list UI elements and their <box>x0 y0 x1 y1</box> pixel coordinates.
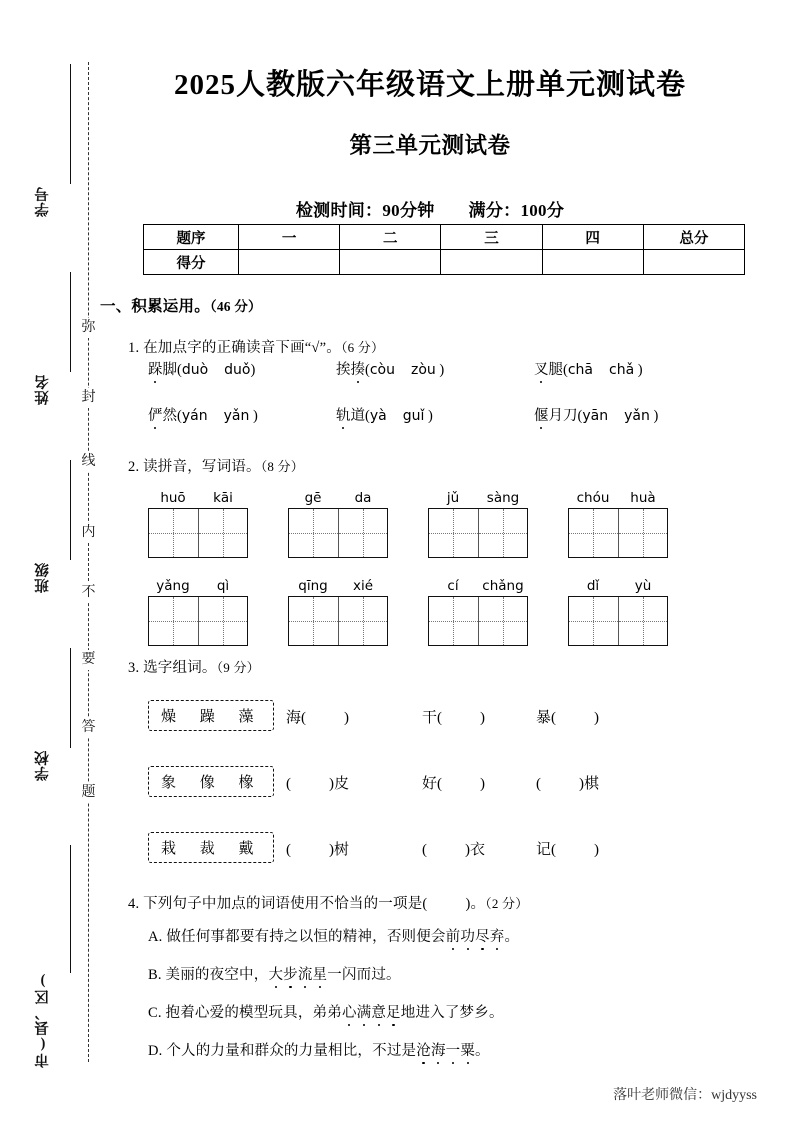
q4-title-post: )。 <box>465 896 486 912</box>
q2-group-0-boxes[interactable] <box>148 508 248 558</box>
q2-group-5-syl2: xié <box>352 578 374 594</box>
q4-option-c-pre: 抱着心爱的模型玩具，弟弟 <box>165 1005 342 1021</box>
q1-item-5-char: 偃 <box>534 408 549 424</box>
q1-item-2-reading-a[interactable]: chā <box>567 362 593 378</box>
q2-group-4-syl1: yǎng <box>156 578 190 594</box>
q1-item-1-reading-a[interactable]: còu <box>369 362 395 378</box>
section-1-title: 一、积累运用。 <box>100 298 210 315</box>
q1-item-5-suffix: 月刀 <box>548 408 578 424</box>
q4-option-d-emph-3: 粟 <box>460 1043 476 1059</box>
q2-group-0[interactable] <box>148 490 248 558</box>
q3-row-0-blank-2-pre: 暴 <box>536 710 552 726</box>
seal-word-1: 封 <box>80 388 97 408</box>
q1-item-0-reading-b[interactable]: duǒ <box>224 362 251 378</box>
q2-group-6-syl1: cí <box>447 578 459 594</box>
q1-item-2[interactable]: 叉腿(chā chǎ ) <box>534 362 643 378</box>
q1-item-2-suffix: 腿 <box>548 362 563 378</box>
q2-group-5-boxes[interactable] <box>288 596 388 646</box>
q2-group-4-cell-2[interactable] <box>198 597 247 645</box>
q1-item-4-reading-a[interactable]: yà <box>369 408 387 424</box>
q4-option-d-emph-2: 一 <box>445 1043 461 1059</box>
q4-option-d-emph-1: 海 <box>430 1043 446 1059</box>
q3-row-0-blank-1-pre: 干 <box>422 710 438 726</box>
q3-row-1-blank-0[interactable]: ( )皮 <box>286 776 350 792</box>
q3-heading <box>128 656 260 677</box>
q3-row-0-blank-2[interactable]: 暴( ) <box>536 710 600 726</box>
q4-option-d[interactable] <box>148 1039 490 1060</box>
q4-option-a-emph-2: 尽 <box>475 929 490 945</box>
score-table-col-3: 四 <box>542 225 643 250</box>
q3-row-2-blank-1[interactable]: ( )衣 <box>422 842 486 858</box>
seal-word-0: 弥 <box>80 318 97 338</box>
seal-label-name: 姓名 <box>35 374 51 405</box>
q2-group-7[interactable] <box>568 578 668 646</box>
seal-word-6: 答 <box>80 718 97 738</box>
score-table-col-0: 一 <box>239 225 340 250</box>
section-1-points: （46 分） <box>209 299 262 314</box>
q4-title-pre: 4. 下列句子中加点的词语使用不恰当的一项是( <box>128 896 428 912</box>
q1-row-2 <box>0 404 660 434</box>
q2-group-5-cell-1[interactable] <box>289 597 338 645</box>
q3-row-2-char-box: 栽 裁 戴 <box>148 832 274 863</box>
score-table-col-2: 三 <box>441 225 542 250</box>
q2-group-3[interactable] <box>568 490 668 558</box>
q3-row-0 <box>148 700 708 740</box>
q2-group-1-cell-2[interactable] <box>338 509 387 557</box>
q2-group-5[interactable] <box>288 578 388 646</box>
q1-item-2-reading-b[interactable]: chǎ <box>609 362 635 378</box>
q4-option-a-emph-3: 弃 <box>489 929 505 945</box>
q2-group-4[interactable] <box>148 578 248 646</box>
q2-group-6-syl2: chǎng <box>482 578 524 594</box>
q1-heading <box>128 336 384 357</box>
score-table-col-1: 二 <box>340 225 441 250</box>
q2-group-7-boxes[interactable] <box>568 596 668 646</box>
q1-item-1-prefix: 挨 <box>336 362 351 378</box>
q2-group-0-syl1: huō <box>160 490 186 506</box>
q2-group-3-pinyin <box>568 490 668 506</box>
score-cell-4[interactable] <box>643 250 744 275</box>
score-cell-1[interactable] <box>340 250 441 275</box>
seal-rule-2 <box>70 272 71 372</box>
seal-label-school: 学校 <box>35 750 51 781</box>
q2-group-3-cell-2[interactable] <box>618 509 667 557</box>
page-subtitle: 第三单元测试卷 <box>349 133 511 158</box>
q4-option-a-label: A. <box>148 929 163 945</box>
q4-option-c-post: 地进入了梦乡。 <box>400 1005 504 1021</box>
seal-rule-1 <box>70 64 71 184</box>
q1-item-0-char: 跺 <box>148 362 163 378</box>
q1-item-0[interactable]: 跺脚(duò duǒ) <box>148 362 256 378</box>
q1-item-3-char: 俨 <box>148 408 163 424</box>
q2-group-0-cell-1[interactable] <box>149 509 198 557</box>
q2-group-0-cell-2[interactable] <box>198 509 247 557</box>
q3-row-0-blank-0-pre: 海 <box>286 710 302 726</box>
q2-group-5-pinyin <box>288 578 388 594</box>
q2-group-1-cell-1[interactable] <box>289 509 338 557</box>
q4-option-c-emph-0: 心 <box>341 1005 357 1021</box>
q2-group-1-boxes[interactable] <box>288 508 388 558</box>
q2-group-6-cell-2[interactable] <box>478 597 527 645</box>
q3-row-0-blank-1[interactable]: 干( ) <box>422 710 486 726</box>
q1-item-3[interactable]: 俨然(yán yǎn ) <box>148 408 258 424</box>
q4-option-b-pre: 美丽的夜空中， <box>165 967 269 983</box>
q3-row-0-char-box: 燥 躁 藻 <box>148 700 274 731</box>
q3-row-0-blank-0[interactable]: 海( ) <box>286 710 350 726</box>
seal-label-student-id: 学号 <box>35 186 51 217</box>
q3-row-1-blank-2[interactable]: ( )棋 <box>536 776 600 792</box>
q4-option-c-emph-2: 意 <box>371 1005 387 1021</box>
seal-word-2: 线 <box>80 452 97 472</box>
q4-option-d-label: D. <box>148 1043 163 1059</box>
q2-group-2[interactable] <box>428 490 528 558</box>
q3-row-2-blank-0-post: 树 <box>334 842 350 858</box>
q2-points: （8 分） <box>260 459 304 474</box>
q4-option-b-post: 一闪而过。 <box>327 967 401 983</box>
score-table <box>143 224 745 275</box>
exam-meta <box>110 196 750 221</box>
q3-row-1-char-box: 象 像 橡 <box>148 766 274 797</box>
q2-group-7-syl1: dǐ <box>586 578 600 594</box>
q4-option-a[interactable] <box>148 925 519 946</box>
seal-rule-4 <box>70 648 71 748</box>
q2-group-7-pinyin <box>568 578 668 594</box>
seal-word-3: 内 <box>80 523 97 543</box>
q1-item-3-reading-b[interactable]: yǎn <box>223 408 250 424</box>
q1-item-4-suffix: 道 <box>350 408 365 424</box>
score-table-header-row <box>144 225 745 250</box>
seal-dashed-line <box>88 62 89 1062</box>
q1-item-3-reading-a[interactable]: yán <box>181 408 208 424</box>
q2-heading <box>128 455 304 476</box>
q3-points: （9 分） <box>216 660 260 675</box>
q1-item-4-reading-b[interactable]: guǐ <box>402 408 425 424</box>
exam-time: 检测时间：90分钟 <box>295 201 435 220</box>
q1-item-4-char: 轨 <box>336 408 351 424</box>
seal-word-7: 题 <box>80 783 97 803</box>
q2-group-2-pinyin <box>428 490 528 506</box>
q4-option-d-emph-0: 沧 <box>416 1043 431 1059</box>
footer-watermark: 落叶老师微信：wjdyyss <box>613 1088 757 1103</box>
seal-label-class: 班级 <box>35 562 51 593</box>
q3-row-1 <box>148 766 708 806</box>
q1-item-1-reading-b[interactable]: zòu <box>410 362 436 378</box>
q4-points: （2 分） <box>485 896 529 911</box>
score-cell-2[interactable] <box>441 250 542 275</box>
q4-option-c-label: C. <box>148 1005 162 1021</box>
q3-row-2-blank-1-post: 衣 <box>470 842 486 858</box>
q4-heading <box>128 892 528 913</box>
q1-item-4[interactable]: 轨道(yà guǐ ) <box>336 408 433 424</box>
q2-group-5-syl1: qīng <box>298 578 328 594</box>
q2-group-3-syl1: chóu <box>576 490 610 506</box>
q2-group-7-cell-2[interactable] <box>618 597 667 645</box>
q4-option-b[interactable] <box>148 963 401 984</box>
q1-item-1-char: 揍 <box>350 362 365 378</box>
q4-option-b-emph-1: 步 <box>283 967 298 983</box>
score-table-score-row <box>144 250 745 275</box>
q1-item-5-reading-a[interactable]: yān <box>582 408 609 424</box>
q2-group-4-boxes[interactable] <box>148 596 248 646</box>
score-table-row-label-1: 得分 <box>144 250 239 275</box>
q2-group-7-syl2: yù <box>634 578 652 594</box>
q1-item-0-suffix: 脚 <box>162 362 177 378</box>
q3-row-2-blank-2[interactable]: 记( ) <box>536 842 600 858</box>
q2-group-6-pinyin <box>428 578 528 594</box>
q1-item-1[interactable]: 挨揍(còu zòu ) <box>336 362 445 378</box>
q1-item-5[interactable]: 偃月刀(yān yǎn ) <box>534 408 659 424</box>
q3-row-2-blank-2-pre: 记 <box>536 842 552 858</box>
q3-row-1-blank-1-pre: 好 <box>422 776 438 792</box>
seal-word-4: 不 <box>80 583 97 603</box>
section-1-heading <box>100 294 262 316</box>
q2-group-1-syl2: da <box>354 490 372 506</box>
q2-group-4-pinyin <box>148 578 248 594</box>
q3-row-1-blank-2-post: 棋 <box>584 776 600 792</box>
q4-option-c[interactable] <box>148 1001 504 1022</box>
score-cell-3[interactable] <box>542 250 643 275</box>
q3-row-1-blank-0-post: 皮 <box>334 776 350 792</box>
q1-item-5-reading-b[interactable]: yǎn <box>624 408 650 424</box>
q2-group-6-boxes[interactable] <box>428 596 528 646</box>
q3-title: 3. 选字组词。 <box>128 660 217 676</box>
q2-group-3-cell-1[interactable] <box>569 509 618 557</box>
q1-points: （6 分） <box>340 340 385 355</box>
q4-option-b-emph-3: 星 <box>312 967 328 983</box>
exam-full-score: 满分：100分 <box>468 201 565 220</box>
score-cell-0[interactable] <box>239 250 340 275</box>
seal-label-city-district: 市(县、区) <box>35 972 51 1068</box>
q2-group-3-boxes[interactable] <box>568 508 668 558</box>
q1-item-0-reading-a[interactable]: duò <box>181 362 209 378</box>
q2-title: 2. 读拼音，写词语。 <box>128 459 261 475</box>
score-table-row-label-0: 题序 <box>144 225 239 250</box>
q1-item-3-suffix: 然 <box>162 408 177 424</box>
q2-group-1-pinyin <box>288 490 388 506</box>
q1-row-1 <box>0 358 660 388</box>
q4-option-d-post: 。 <box>475 1043 490 1059</box>
q2-group-5-cell-2[interactable] <box>338 597 387 645</box>
q4-option-a-emph-1: 功 <box>460 929 476 945</box>
q2-group-2-cell-1[interactable] <box>429 509 478 557</box>
q3-row-2 <box>148 832 708 872</box>
q2-group-2-cell-2[interactable] <box>478 509 527 557</box>
q2-group-3-syl2: huà <box>630 490 656 506</box>
q4-option-a-emph-0: 前 <box>445 929 461 945</box>
q2-group-6-cell-1[interactable] <box>429 597 478 645</box>
q2-group-1-syl1: gē <box>304 490 322 506</box>
q1-item-2-char: 叉 <box>534 362 549 378</box>
q4-option-b-emph-0: 大 <box>268 967 284 983</box>
q4-option-b-emph-2: 流 <box>297 967 313 983</box>
q2-group-6[interactable] <box>428 578 528 646</box>
q4-option-b-label: B. <box>148 967 162 983</box>
q2-group-0-syl2: kāi <box>213 490 233 506</box>
page-title: 2025人教版六年级语文上册单元测试卷 <box>173 69 686 101</box>
q2-group-2-syl1: jǔ <box>446 490 460 506</box>
q3-row-2-blank-0[interactable]: ( )树 <box>286 842 350 858</box>
q1-title: 1. 在加点字的正确读音下画“√”。 <box>128 340 341 356</box>
seal-word-5: 要 <box>80 650 97 670</box>
seal-rule-3 <box>70 460 71 560</box>
q4-option-a-post: 。 <box>504 929 520 945</box>
q4-option-c-emph-3: 足 <box>386 1005 401 1021</box>
q2-group-4-syl2: qì <box>216 578 230 594</box>
q4-option-d-pre: 个人的力量和群众的力量相比，不过是 <box>166 1043 417 1059</box>
q4-option-c-emph-1: 满 <box>356 1005 372 1021</box>
q2-group-4-cell-1[interactable] <box>149 597 198 645</box>
q2-group-2-syl2: sàng <box>486 490 520 506</box>
q2-group-1[interactable] <box>288 490 388 558</box>
q4-option-a-pre: 做任何事都要有持之以恒的精神，否则便会 <box>166 929 446 945</box>
score-table-col-4: 总分 <box>643 225 744 250</box>
seal-rule-5 <box>70 845 71 973</box>
q2-group-0-pinyin <box>148 490 248 506</box>
q2-group-7-cell-1[interactable] <box>569 597 618 645</box>
q2-group-2-boxes[interactable] <box>428 508 528 558</box>
q3-row-1-blank-1[interactable]: 好( ) <box>422 776 486 792</box>
